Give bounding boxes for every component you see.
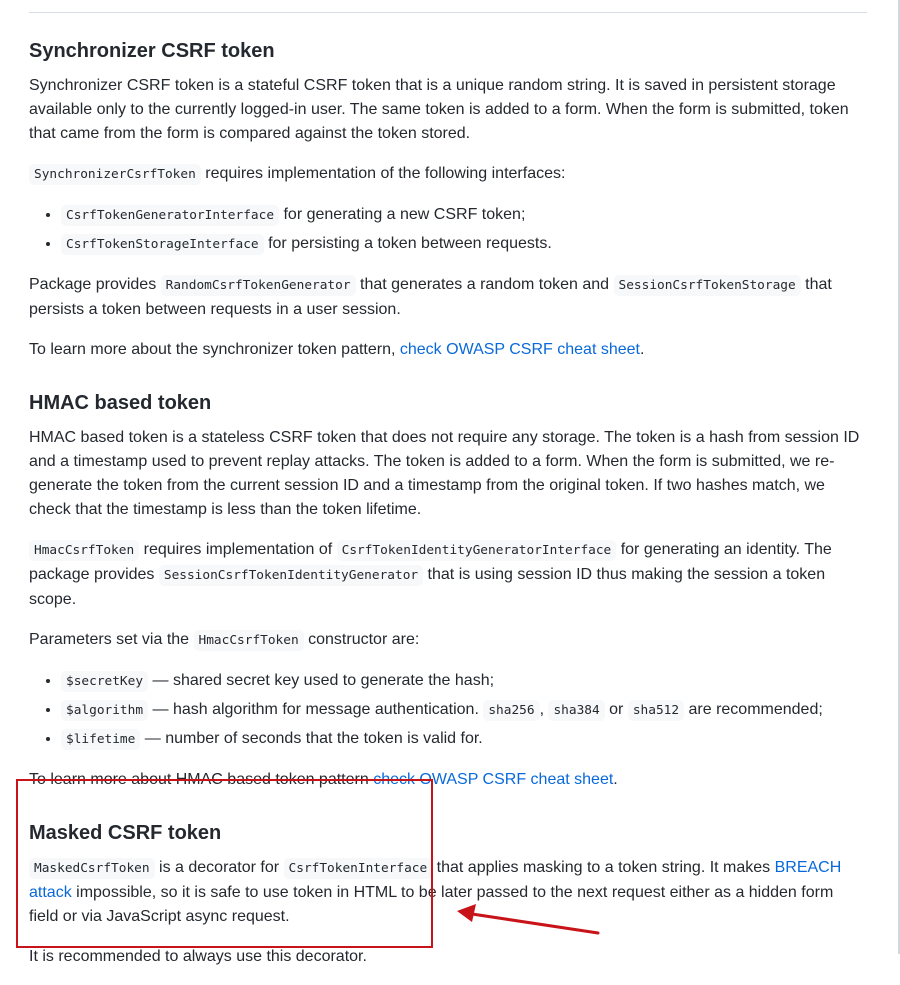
inline-code: SessionCsrfTokenStorage <box>614 275 801 296</box>
list-item <box>61 669 867 694</box>
text: requires implementation of <box>139 541 337 558</box>
inline-code: $secretKey <box>61 671 148 692</box>
hmac-params-intro <box>29 628 867 653</box>
list-item <box>61 698 867 723</box>
inline-code: RandomCsrfTokenGenerator <box>161 275 356 296</box>
text: . <box>639 341 645 358</box>
text: that applies masking to a token string. It makes <box>432 859 775 876</box>
inline-code: sha384 <box>548 700 604 721</box>
sync-interface-list <box>29 203 867 257</box>
text: Parameters set via the <box>29 631 194 648</box>
owasp-hmac-link[interactable]: check OWASP CSRF cheat sheet <box>373 771 614 788</box>
sync-interfaces-line <box>29 162 867 187</box>
text: To learn more about HMAC based token pattern <box>29 771 374 788</box>
text: is a decorator for <box>154 859 284 876</box>
inline-code: SessionCsrfTokenIdentityGenerator <box>159 565 423 586</box>
inline-code: HmacCsrfToken <box>29 540 139 561</box>
text: or <box>604 701 628 718</box>
text: that generates a random token and <box>355 276 614 293</box>
sync-heading: Synchronizer CSRF token <box>29 40 275 62</box>
text: requires implementation of the following interfaces: <box>200 165 566 182</box>
text: Package provides <box>29 276 161 293</box>
divider <box>29 12 867 13</box>
list-item <box>61 203 867 228</box>
sync-intro: Synchronizer CSRF token is a stateful CSRF token that is a unique random string. It is saved in persistent storage available only to the currently logged-in user. The same token is added to a form. When the form is submitted, token that came from the form is compared against the token stored. <box>29 77 849 142</box>
inline-code: HmacCsrfToken <box>194 630 304 651</box>
hmac-intro: HMAC based token is a stateless CSRF token that does not require any storage. The token is a hash from session ID and a timestamp used to prevent replay attacks. The token is added to a form. When the form is submitted, we re-generate the token from the current session ID and a timestamp from the original token. If two hashes match, we check that the timestamp is less than the token lifetime. <box>29 429 860 518</box>
owasp-sync-link[interactable]: check OWASP CSRF cheat sheet <box>399 341 640 358</box>
text: To learn more about the synchronizer token pattern, <box>29 341 400 358</box>
text: for persisting a token between requests. <box>263 235 552 252</box>
text: — number of seconds that the token is valid for. <box>140 730 483 747</box>
text: for generating an identity. The package provides <box>29 541 832 583</box>
text: — shared secret key used to generate the hash; <box>148 672 495 689</box>
inline-code: sha256 <box>483 700 539 721</box>
annotation-highlight-box <box>16 779 433 948</box>
text: . <box>613 771 618 788</box>
text: constructor are: <box>303 631 420 648</box>
inline-code: $lifetime <box>61 729 140 750</box>
inline-code: CsrfTokenGeneratorInterface <box>61 205 279 226</box>
hmac-heading: HMAC based token <box>29 392 212 414</box>
text: that is using session ID thus making the session a token scope. <box>29 566 826 608</box>
sync-learn-more <box>29 338 867 362</box>
hmac-param-list <box>29 669 867 752</box>
text: are recommended; <box>684 701 823 718</box>
inline-code: CsrfTokenStorageInterface <box>61 234 264 255</box>
hmac-requirements <box>29 538 867 612</box>
text: impossible, so it is safe to use token in HTML to be later passed to the next request either as a hidden form field or via JavaScript async request. <box>29 884 834 925</box>
list-item <box>61 727 867 752</box>
annotation-arrow-icon <box>450 896 610 946</box>
text: , <box>539 701 549 718</box>
inline-code: MaskedCsrfToken <box>29 858 155 879</box>
inline-code: SynchronizerCsrfToken <box>29 164 201 185</box>
masked-heading: Masked CSRF token <box>29 822 222 844</box>
sync-package-line <box>29 273 867 322</box>
inline-code: CsrfTokenIdentityGeneratorInterface <box>337 540 617 561</box>
text: — hash algorithm for message authentication. <box>148 701 484 718</box>
masked-recommendation: It is recommended to always use this decorator. <box>29 948 367 965</box>
list-item <box>61 232 867 257</box>
inline-code: $algorithm <box>61 700 148 721</box>
inline-code: sha512 <box>628 700 684 721</box>
inline-code: CsrfTokenInterface <box>284 858 433 879</box>
breach-attack-link[interactable]: BREACH attack <box>29 859 842 901</box>
text: for generating a new CSRF token; <box>279 206 526 223</box>
text: that persists a token between requests in a user session. <box>29 276 832 318</box>
